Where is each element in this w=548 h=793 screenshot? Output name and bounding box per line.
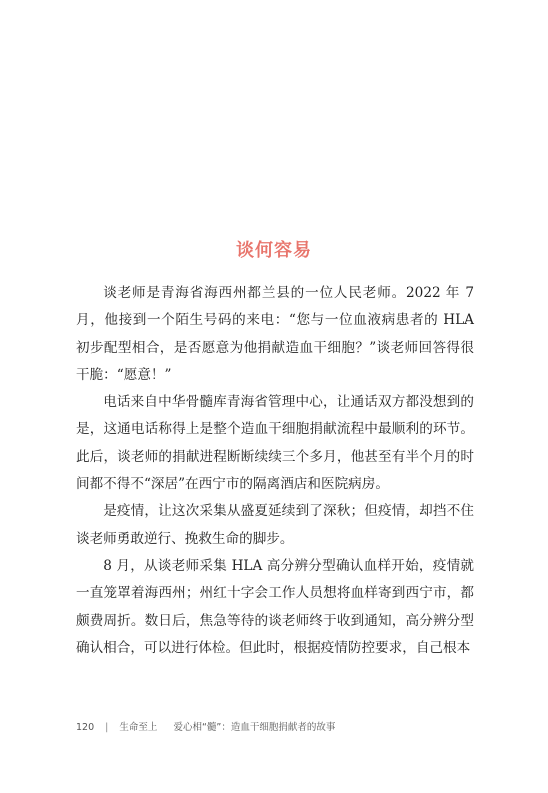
body-text [76, 280, 474, 662]
chapter-title: 谈何容易 [236, 240, 312, 262]
paragraph: 谈老师是青海省海西州都兰县的一位人民老师。2022 年 7 月，他接到一个陌生号码的来电：“您与一位血液病患者的 HLA 初步配型相合，是否愿意为他捐献造血干细胞？”谈老师回答得很干脆：“愿意！” [76, 285, 474, 383]
page-footer [76, 719, 335, 733]
book-title: 爱心相“髓”：造血干细胞捐献者的故事 [173, 722, 336, 733]
paragraph: 是疫情，让这次采集从盛夏延续到了深秋；但疫情，却挡不住谈老师勇敢逆行、挽救生命的脚步。 [76, 503, 474, 547]
footer-separator: | [105, 722, 109, 733]
paragraph: 电话来自中华骨髓库青海省管理中心，让通话双方都没想到的是，这通电话称得上是整个造血干细胞捐献流程中最顺利的环节。此后，谈老师的捐献进程断断续续三个多月，他甚至有半个月的时间都不得不“深居”在西宁市的隔离酒店和医院病房。 [76, 394, 474, 493]
paragraph: 8 月，从谈老师采集 HLA 高分辨分型确认血样开始，疫情就一直笼罩着海西州；州红十字会工作人员想将血样寄到西宁市，都颇费周折。数日后，焦急等待的谈老师终于收到通知，高分辨分型确认相合，可以进行体检。但此时，根据疫情防控要求，自己根本 [76, 557, 474, 656]
section-name: 生命至上 [119, 722, 158, 733]
page-number: 120 [76, 722, 95, 733]
